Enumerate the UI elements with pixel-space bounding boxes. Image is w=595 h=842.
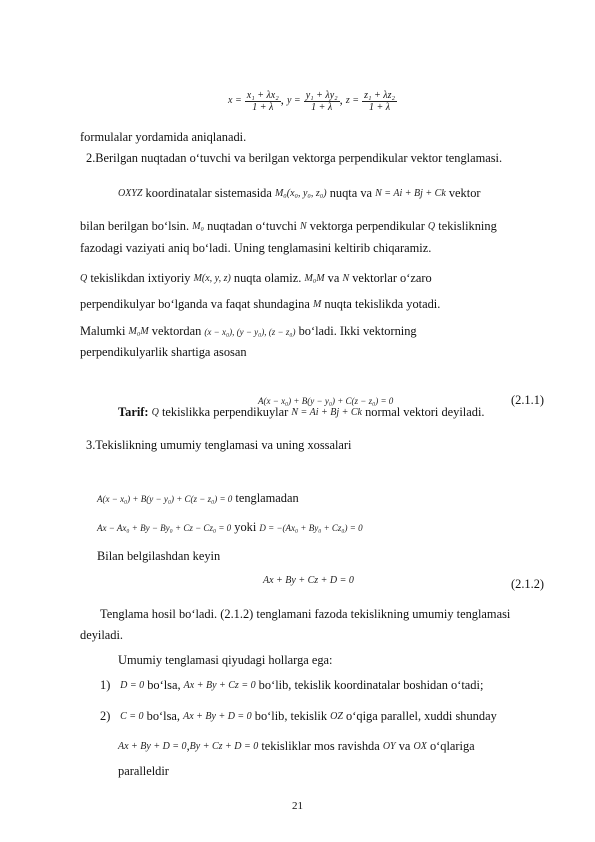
paragraph-line-2 xyxy=(80,218,497,235)
math-m0m: M₀M xyxy=(304,273,325,285)
equation-formula: Ax + By + Cz + D = 0 xyxy=(263,575,354,587)
text: bilan berilgan bo‘lsin. xyxy=(80,219,193,233)
page-number: 21 xyxy=(292,800,303,812)
text: va xyxy=(395,739,414,753)
math-point-m0: M₀(x₀, y₀, z₀) xyxy=(274,188,327,200)
paragraph-line-11: Tenglama hosil bo‘ladi. (2.1.2) tenglamani fazoda tekislikning umumiy tenglamasi xyxy=(100,607,511,621)
y-formula-lhs: y = xyxy=(286,95,301,107)
text: nuqtadan o‘tuvchi xyxy=(204,219,301,233)
list-item-2-continued xyxy=(118,738,475,755)
text: bo‘lib, tekislik koordinatalar boshidan o‘tadi; xyxy=(255,678,484,692)
list-item-2 xyxy=(100,708,497,725)
math-q: Q xyxy=(151,407,159,419)
equation-2-1-2 xyxy=(263,572,354,589)
text: o‘qlariga xyxy=(426,739,475,753)
text: bo‘ladi. Ikki vektorning xyxy=(295,324,417,338)
equation-formula: A(x − x₀) + B(y − y₀) + C(z − z₀) = 0 xyxy=(258,396,394,407)
text: va xyxy=(324,271,343,285)
math-vector-n: N = Ai + Bj + Ck xyxy=(291,407,362,419)
text: koordinatalar sistemasida xyxy=(142,186,275,200)
paragraph-line-6 xyxy=(80,323,417,340)
math-d-definition: D = −(Ax₀ + By₀ + Cz₀) = 0 xyxy=(259,523,363,534)
text: vektorlar o‘zaro xyxy=(349,271,432,285)
paragraph-line-13: Umumiy tenglamasi qiyudagi hollarga ega: xyxy=(118,653,333,667)
math-vector-n: N = Ai + Bj + Ck xyxy=(375,188,446,200)
math-oy: OY xyxy=(382,741,396,753)
math-expanded-equation: Ax − Ax₀ + By − By₀ + Cz − Cz₀ = 0 xyxy=(97,523,232,534)
paragraph-line-5 xyxy=(80,296,440,313)
text: tekislikdan ixtiyoriy xyxy=(87,271,194,285)
x-formula-numerator: x₁ + λx₂ xyxy=(246,89,279,101)
z-formula-fraction xyxy=(362,90,397,113)
text: tenglamadan xyxy=(232,491,299,505)
text: vektorga perpendikular xyxy=(306,219,428,233)
math-c-zero: C = 0 xyxy=(120,711,144,723)
text: normal vektori deyiladi. xyxy=(361,405,485,419)
text: , xyxy=(186,739,190,753)
equation-number: (2.1.1) xyxy=(511,393,545,407)
paragraph-line-8 xyxy=(97,490,299,507)
y-formula-numerator: y₁ + λy₂ xyxy=(305,89,338,101)
section-heading-3: 3.Tekislikning umumiy tenglamasi va uning xossalari xyxy=(86,438,352,452)
formula-comma: , xyxy=(339,93,343,107)
paragraph-line-12: deyiladi. xyxy=(80,628,124,642)
x-formula-fraction xyxy=(245,90,281,113)
paragraph-line-3: fazodagi vaziyati aniq bo‘ladi. Uning tenglamasini keltirib chiqaramiz. xyxy=(80,241,432,255)
math-n: N xyxy=(300,221,307,233)
math-q: Q xyxy=(427,221,436,233)
math-q: Q xyxy=(80,273,88,285)
math-m-xyz: M(x, y, z) xyxy=(193,273,231,285)
text: nuqta olamiz. xyxy=(230,271,305,285)
text: nuqta tekislikda yotadi. xyxy=(321,297,441,311)
text: vektordan xyxy=(148,324,205,338)
definition-label: Tarif: xyxy=(118,405,149,419)
top-formula xyxy=(228,88,397,113)
paragraph-formulas-defined: formulalar yordamida aniqlanadi. xyxy=(80,130,247,144)
list-item-2-end: paralleldir xyxy=(118,764,169,778)
text: Malumki xyxy=(80,324,129,338)
y-formula-denominator: 1 + λ xyxy=(311,101,333,113)
math-equation: A(x − x₀) + B(y − y₀) + C(z − z₀) = 0 xyxy=(97,494,233,505)
text: tekisliklar mos ravishda xyxy=(258,739,383,753)
z-formula-numerator: z₁ + λz₂ xyxy=(364,89,395,101)
equation-number: (2.1.2) xyxy=(511,577,545,591)
text: vektor xyxy=(445,186,481,200)
text: tekislikning xyxy=(435,219,497,233)
list-item-1 xyxy=(100,677,483,694)
z-formula-lhs: z = xyxy=(345,95,360,107)
paragraph-line-10: Bilan belgilashdan keyin xyxy=(97,549,221,563)
formula-comma: , xyxy=(280,93,284,107)
text: nuqta va xyxy=(326,186,376,200)
text: yoki xyxy=(231,520,260,534)
math-n: N xyxy=(342,273,350,285)
math-components: (x − x₀), (y − y₀), (z − z₀) xyxy=(204,327,296,338)
math-d-zero: D = 0 xyxy=(120,680,145,692)
math-equation: Ax + By + D = 0 xyxy=(118,741,187,753)
list-number: 2) xyxy=(100,709,111,723)
text: tekislikka perpendikuylar xyxy=(158,405,292,419)
math-ox: OX xyxy=(413,741,427,753)
math-equation: Ax + By + D = 0 xyxy=(183,711,252,723)
x-formula-denominator: 1 + λ xyxy=(252,101,274,113)
text: bo‘lib, tekislik xyxy=(251,709,331,723)
math-equation: Ax + By + Cz = 0 xyxy=(183,680,256,692)
section-heading-2: 2.Berilgan nuqtadan o‘tuvchi va berilgan vektorga perpendikular vektor tenglamasi. xyxy=(86,151,503,165)
paragraph-line-4 xyxy=(80,270,432,287)
x-formula-lhs: x = xyxy=(228,95,242,107)
z-formula-denominator: 1 + λ xyxy=(368,101,391,113)
math-m0: M₀ xyxy=(192,221,204,233)
y-formula-fraction xyxy=(304,90,340,113)
text: bo‘lsa, xyxy=(144,678,184,692)
paragraph-line-9 xyxy=(97,519,363,536)
math-oz: OZ xyxy=(330,711,343,723)
math-oxyz: OXYZ xyxy=(118,188,143,200)
paragraph-line-7: perpendikulyarlik shartiga asosan xyxy=(80,345,247,359)
math-m0m: M₀M xyxy=(128,326,149,338)
text: bo‘lsa, xyxy=(143,709,184,723)
math-equation: By + Cz + D = 0 xyxy=(189,741,259,753)
text: perpendikulyar bo‘lganda va faqat shundagina xyxy=(80,297,313,311)
definition-line xyxy=(118,404,484,421)
math-m: M xyxy=(312,299,322,311)
paragraph-line-1 xyxy=(118,185,481,202)
list-number: 1) xyxy=(100,678,111,692)
text: o‘qiga parallel, xuddi shunday xyxy=(342,709,497,723)
